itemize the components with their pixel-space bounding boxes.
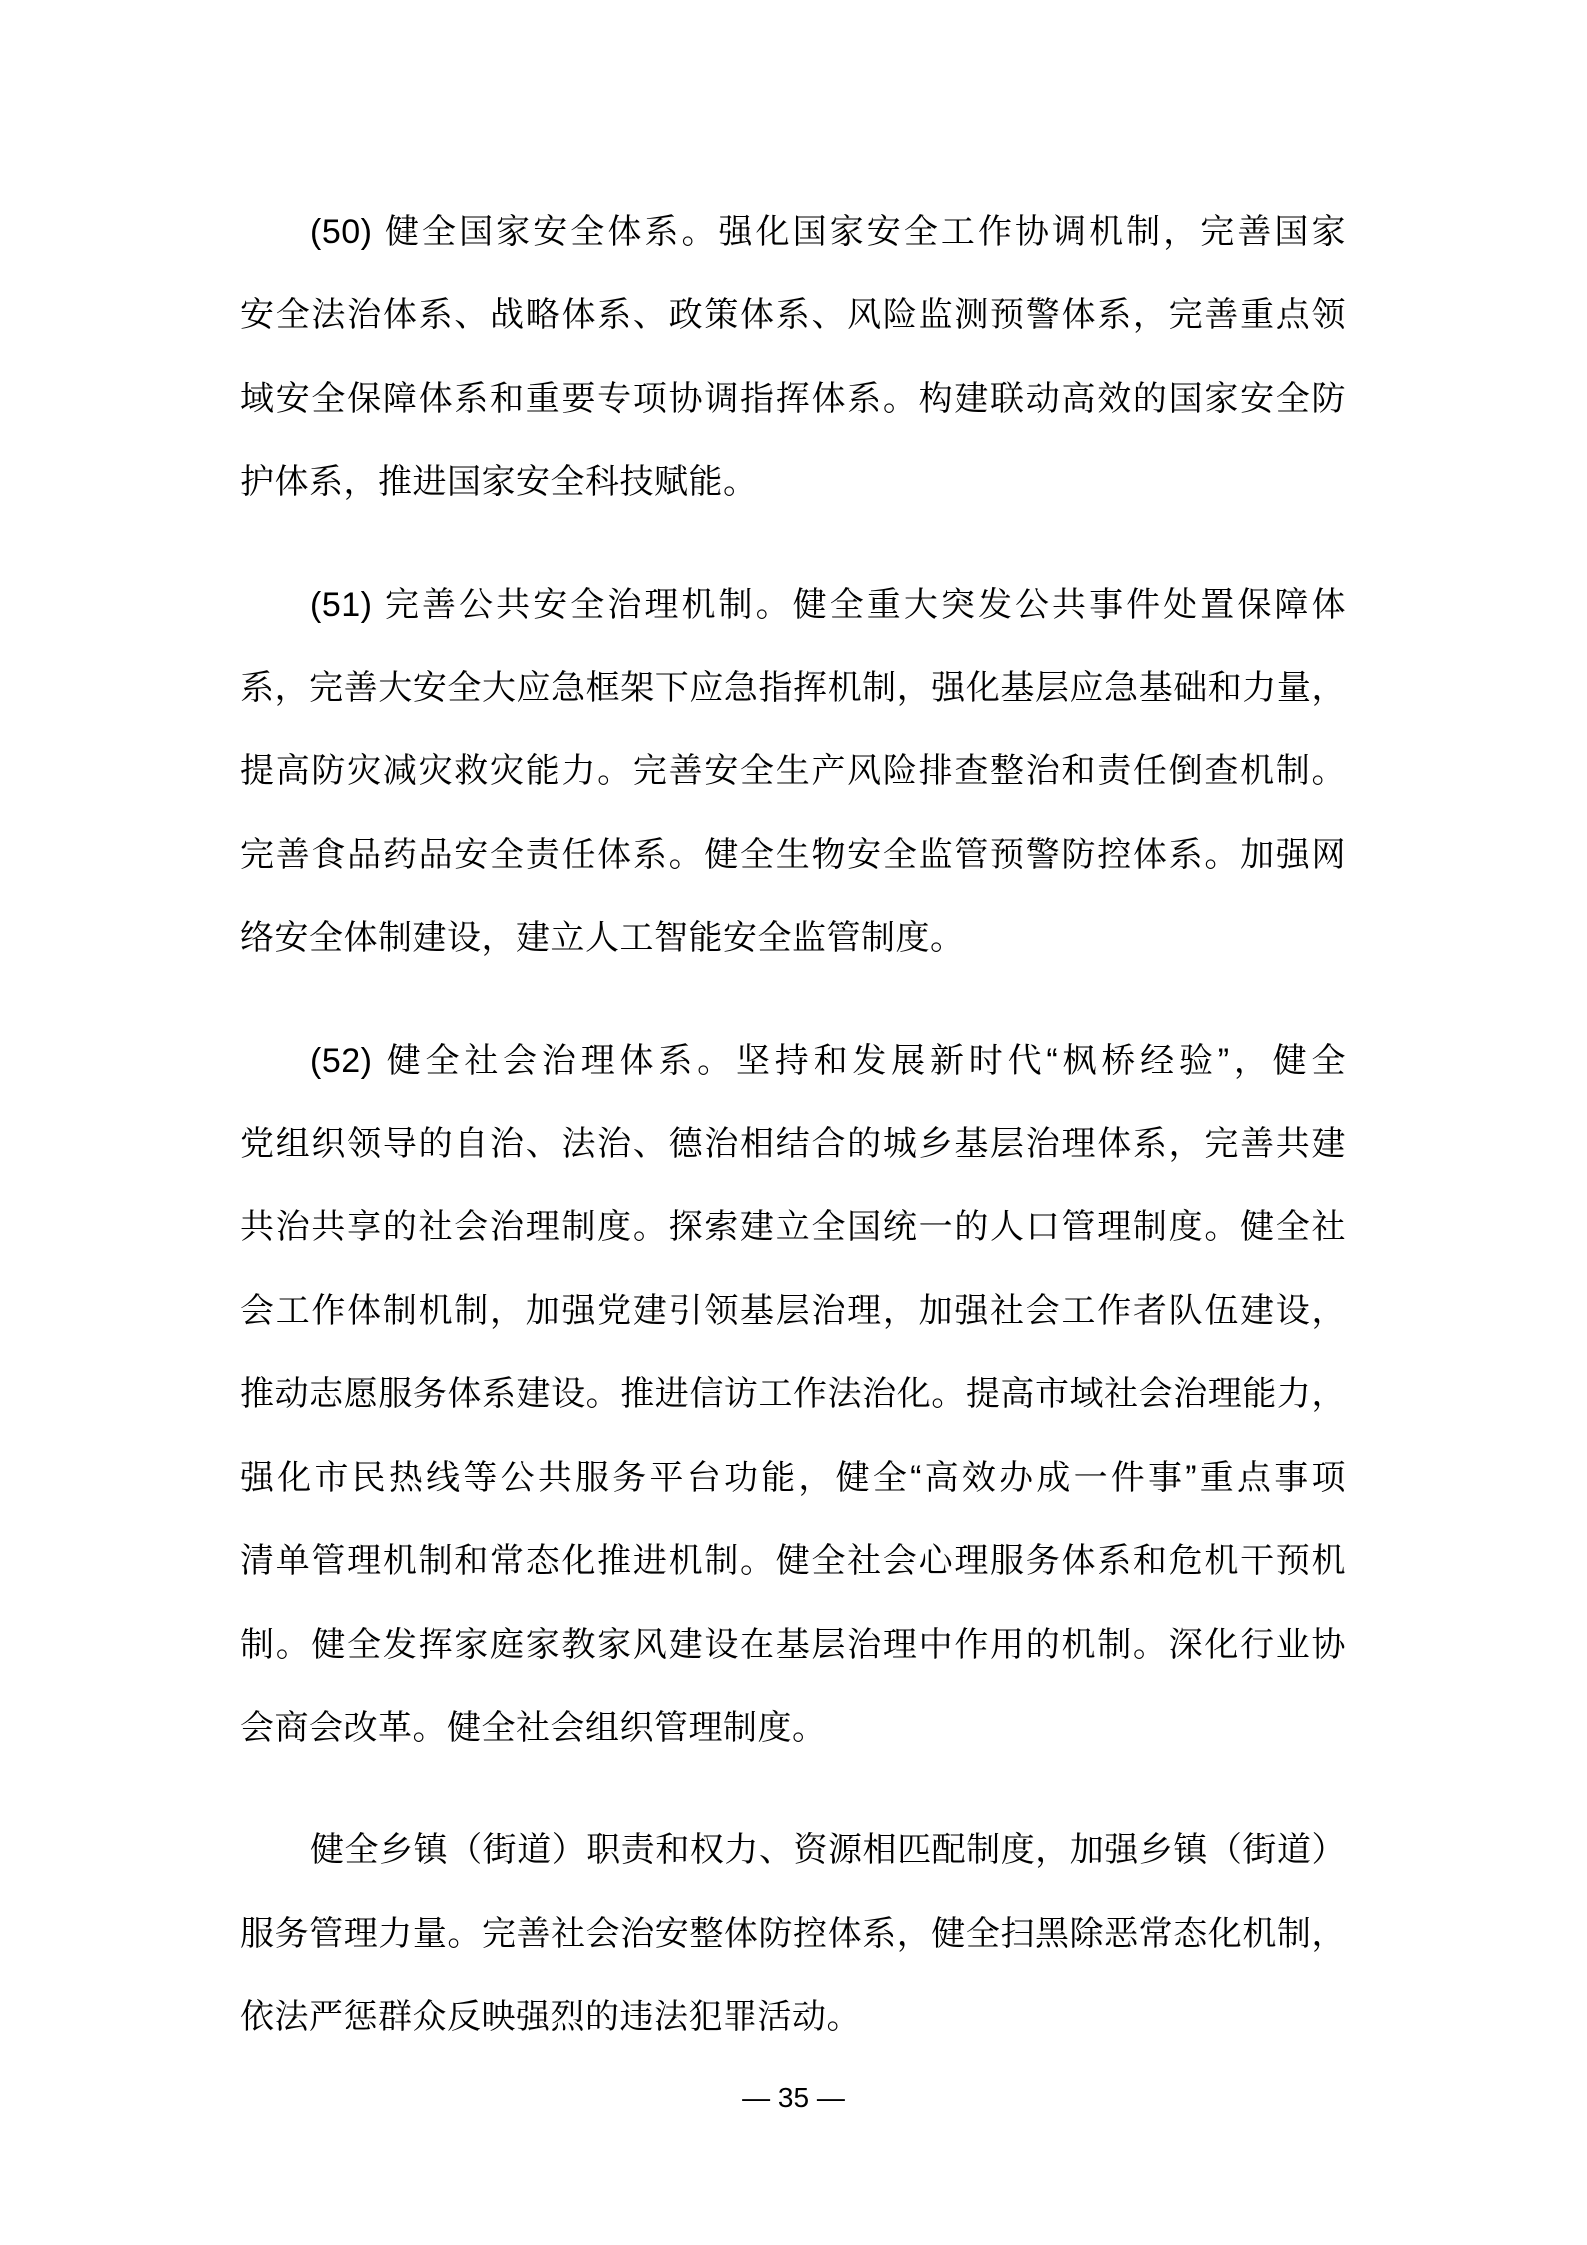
paragraph-item-50: [240, 191, 1346, 525]
text-line: 党组织领导的自治、法治、德治相结合的城乡基层治理体系，完善共建: [240, 1125, 1346, 1164]
page-number: — 35 —: [742, 2082, 845, 2113]
text-line: 系，完善大安全大应急框架下应急指挥机制，强化基层应急基础和力量，: [240, 669, 1346, 708]
text-line: 完善食品药品安全责任体系。健全生物安全监管预警防控体系。加强网: [240, 835, 1346, 874]
text-line: 清单管理机制和常态化推进机制。健全社会心理服务体系和危机干预机: [240, 1542, 1346, 1581]
text-line: 域安全保障体系和重要专项协调指挥体系。构建联动高效的国家安全防: [240, 379, 1346, 418]
paragraph-item-51: [240, 564, 1346, 981]
text-line: 依法严惩群众反映强烈的违法犯罪活动。: [240, 1998, 861, 2037]
text-line: 制。健全发挥家庭家教家风建设在基层治理中作用的机制。深化行业协: [240, 1625, 1346, 1664]
text-line: 会商会改革。健全社会组织管理制度。: [240, 1708, 827, 1747]
text-line: (50) 健全国家安全体系。强化国家安全工作协调机制，完善国家: [310, 213, 1346, 251]
text-block: [240, 191, 1346, 2060]
text-line: 安全法治体系、战略体系、政策体系、风险监测预警体系，完善重点领: [240, 296, 1346, 335]
text-line: 共治共享的社会治理制度。探索建立全国统一的人口管理制度。健全社: [240, 1208, 1346, 1247]
paragraph-closing-paragraph: [240, 1809, 1346, 2059]
text-line: 服务管理力量。完善社会治安整体防控体系，健全扫黑除恶常态化机制，: [240, 1914, 1346, 1953]
text-line: 提高防灾减灾救灾能力。完善安全生产风险排查整治和责任倒查机制。: [240, 752, 1346, 791]
text-line: 护体系，推进国家安全科技赋能。: [240, 463, 758, 502]
text-line: (51) 完善公共安全治理机制。健全重大突发公共事件处置保障体: [310, 585, 1346, 624]
text-line: 强化市民热线等公共服务平台功能，健全“高效办成一件事”重点事项: [240, 1458, 1346, 1497]
text-line: 健全乡镇（街道）职责和权力、资源相匹配制度，加强乡镇（街道）: [310, 1831, 1346, 1870]
text-line: 推动志愿服务体系建设。推进信访工作法治化。提高市域社会治理能力，: [240, 1375, 1346, 1414]
text-line: 络安全体制建设，建立人工智能安全监管制度。: [240, 919, 965, 958]
text-line: (52) 健全社会治理体系。坚持和发展新时代“枫桥经验”，健全: [310, 1041, 1346, 1080]
paragraph-item-52: [240, 1020, 1346, 1771]
text-line: 会工作体制机制，加强党建引领基层治理，加强社会工作者队伍建设，: [240, 1291, 1346, 1330]
